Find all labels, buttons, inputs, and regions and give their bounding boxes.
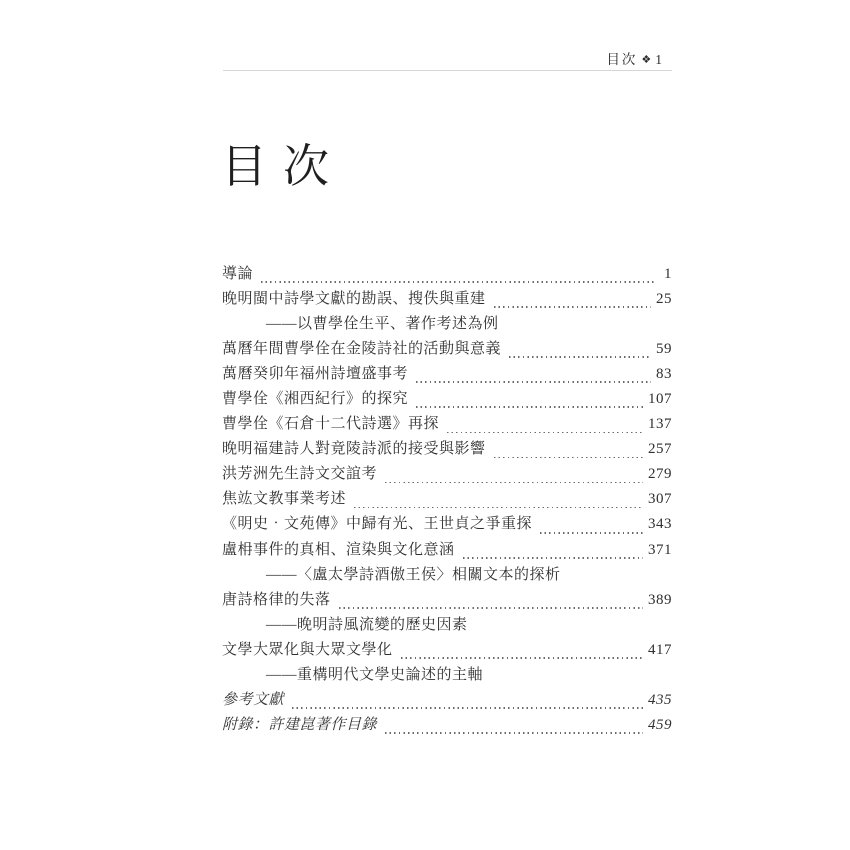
toc-entry-page-number: 257 xyxy=(648,441,672,458)
toc-entry-page-number: 279 xyxy=(648,466,672,483)
dot-leader xyxy=(494,306,651,308)
toc-entry xyxy=(222,362,672,387)
running-head-page-number: 1 xyxy=(655,52,664,67)
toc-entry-subtitle: ——以曹學佺生平、著作考述為例 xyxy=(266,316,499,333)
toc-entry-page-number: 343 xyxy=(648,516,672,533)
toc-entry-subtitle: ——晚明詩風流變的歷史因素 xyxy=(266,616,468,633)
toc-entry-title: 晚明閩中詩學文獻的勘誤、搜佚與重建 xyxy=(222,291,486,308)
dot-leader xyxy=(401,657,643,659)
dot-leader xyxy=(292,707,643,709)
running-head-section: 目次 xyxy=(606,52,638,67)
dot-leader xyxy=(385,732,643,734)
toc-entry-page-number: 389 xyxy=(648,591,672,608)
toc-entry xyxy=(222,512,672,537)
dot-leader xyxy=(261,281,655,283)
toc-entry xyxy=(222,387,672,412)
toc-entry-title: 焦竑文教事業考述 xyxy=(222,491,347,508)
toc-entry-title: 附錄：許建崑著作目錄 xyxy=(222,716,378,733)
dot-leader xyxy=(494,457,643,459)
toc-entry-page-number: 435 xyxy=(648,691,672,708)
toc-entry-title: 《明史‧文苑傳》中歸有光、王世貞之爭重探 xyxy=(222,516,533,533)
toc-entry xyxy=(222,638,672,663)
toc-list xyxy=(222,262,672,738)
toc-entry xyxy=(222,538,672,563)
ornament-diamond-icon: ❖ xyxy=(641,54,652,66)
toc-entry-title: 曹學佺《湘西紀行》的探究 xyxy=(222,391,409,408)
toc-entry-title: 萬曆年間曹學佺在金陵詩社的活動與意義 xyxy=(222,341,502,358)
toc-entry-title: 導論 xyxy=(222,266,254,282)
toc-entry-page-number: 83 xyxy=(656,366,672,383)
toc-entry xyxy=(222,713,672,738)
toc-entry-page-number: 107 xyxy=(648,391,672,408)
toc-entry xyxy=(222,262,672,287)
toc-entry-title: 洪芳洲先生詩文交誼考 xyxy=(222,466,378,483)
page-title: 目次 xyxy=(221,141,345,192)
dot-leader xyxy=(416,406,643,408)
toc-entry xyxy=(222,462,672,487)
toc-entry-title: 文學大眾化與大眾文學化 xyxy=(222,641,393,658)
toc-entry-page-number: 307 xyxy=(648,491,672,508)
toc-entry xyxy=(222,588,672,613)
toc-entry-subtitle: ——〈盧太學詩酒傲王侯〉相關文本的探析 xyxy=(266,566,561,583)
dot-leader xyxy=(540,532,643,534)
toc-entry-title: 唐詩格律的失落 xyxy=(222,591,331,608)
toc-entry-page-number: 371 xyxy=(648,541,672,558)
toc-entry xyxy=(222,437,672,462)
dot-leader xyxy=(385,482,643,484)
toc-entry-title: 晚明福建詩人對竟陵詩派的接受與影響 xyxy=(222,441,486,458)
toc-entry-title: 參考文獻 xyxy=(222,691,285,708)
toc-entry-title: 盧枏事件的真相、渲染與文化意涵 xyxy=(222,541,455,558)
toc-entry-page-number: 1 xyxy=(664,266,672,282)
toc-entry xyxy=(222,412,672,437)
toc-entry xyxy=(222,287,672,312)
running-head xyxy=(223,48,672,68)
dot-leader xyxy=(339,607,643,609)
toc-entry-subtitle: ——重構明代文學史論述的主軸 xyxy=(266,666,484,683)
header-rule xyxy=(223,70,672,71)
toc-entry-title: 萬曆癸卯年福州詩壇盛事考 xyxy=(222,366,409,383)
toc-entry-page-number: 459 xyxy=(648,716,672,733)
toc-entry-title: 曹學佺《石倉十二代詩選》再探 xyxy=(222,416,440,433)
dot-leader xyxy=(447,432,643,434)
toc-entry xyxy=(222,487,672,512)
dot-leader xyxy=(509,356,651,358)
toc-entry-page-number: 59 xyxy=(656,341,672,358)
toc-entry xyxy=(222,688,672,713)
toc-entry-page-number: 25 xyxy=(656,291,672,308)
toc-entry-page-number: 137 xyxy=(648,416,672,433)
dot-leader xyxy=(416,381,651,383)
toc-entry-page-number: 417 xyxy=(648,641,672,658)
dot-leader xyxy=(354,507,643,509)
toc-entry xyxy=(222,337,672,362)
dot-leader xyxy=(463,557,643,559)
